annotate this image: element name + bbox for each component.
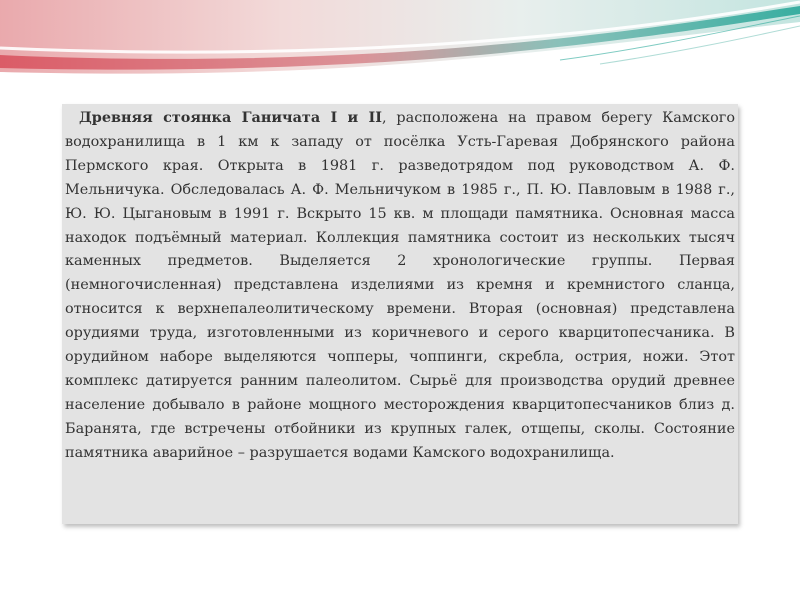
site-name-lead: Древняя стоянка Ганичата I и II [79,109,382,126]
paragraph-body: , расположена на правом берегу Камского водохранилища в 1 км к западу от посёлка Усть-Гаревая Добрянского района Пермского края. Открыта в 1981 г. разведотрядом под руководством А. Ф. Мельничука. Обследовалась А. Ф. Мельничуком в 1985 г., П. Ю. Павловым в 1988 г., Ю. Ю. Цыгановым в 1991 г. Вскрыто 15 кв. м площади памятника. Основная масса находок подъёмный материал. Коллекция памятника состоит из нескольких тысяч каменных предметов. Выделяется 2 хронологические группы. Первая (немногочисленная) представлена изделиями из кремня и кремнистого сланца, относится к верхнепалеолитическому времени. Вторая (основная) представлена орудиями труда, изготовленными из коричневого и серого кварцитопесчаника. В орудийном наборе выделяются чопперы, чоппинги, скребла, острия, ножи. Этот комплекс датируется ранним палеолитом. Сырьё для производства орудий древнее население добывало в районе мощного месторождения кварцитопесчаников близ д. Баранята, где встречены отбойники из крупных галек, отщепы, сколы. Состояние памятника аварийное – разрушается водами Камского водохранилища. [65,110,735,461]
text-box [62,104,738,524]
body-paragraph [65,106,735,466]
decorative-wave-banner [0,0,800,90]
